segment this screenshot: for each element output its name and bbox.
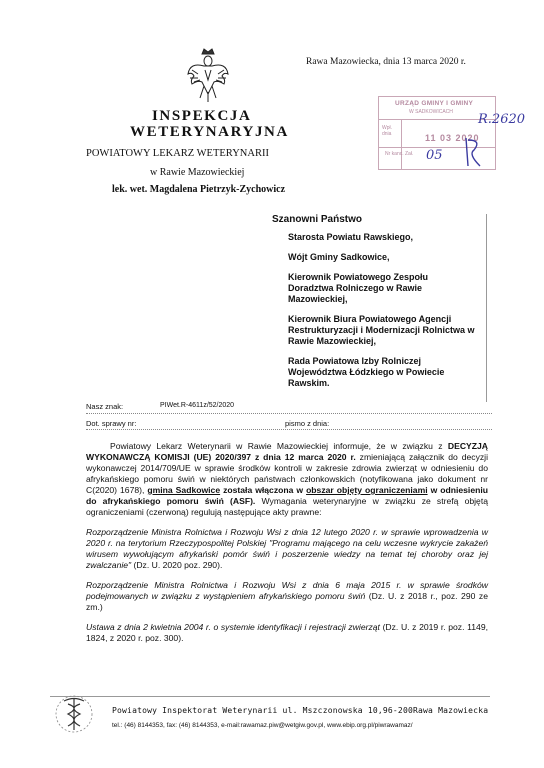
recipient: Starosta Powiatu Rawskiego, — [288, 232, 414, 242]
handwritten-mark: 05 — [426, 148, 443, 163]
title-line2: WETERYNARYJNA — [130, 124, 289, 140]
footer-contact: tel.: (46) 8144353, fax: (46) 8144353, e-mail:rawamaz.piw@wetgiw.gov.pl, www.ebip.org.pl/piwrawamaz/ — [112, 722, 413, 729]
footer-divider — [50, 696, 490, 697]
divider — [86, 429, 492, 430]
stamp-office-name: URZĄD GMINY I GMINY — [395, 100, 474, 107]
recipient: Wójt Gminy Sadkowice, — [288, 252, 390, 262]
greeting: Szanowni Państwo — [272, 214, 363, 225]
paragraph-regulation-2: Rozporządzenie Ministra Rolnictwa i Rozwoju Wsi z dnia 6 maja 2015 r. w sprawie środków podejmowanych w związku z wystąpieniem afrykańskiego pomoru świń (Dz. U. z 2018 r., poz. 290 ze zm.) — [86, 580, 488, 612]
stamp-date: 11 03 2020 — [425, 133, 480, 143]
pismo-label: pismo z dnia: — [285, 419, 330, 428]
divider — [86, 413, 492, 414]
recipient: Rada Powiatowa Izby Rolniczej Województwa Łódzkiego w Powiecie Rawskim. — [288, 356, 445, 388]
handwritten-signature — [458, 136, 488, 170]
office-city: w Rawie Mazowieckiej — [150, 167, 245, 178]
letter-body — [86, 441, 488, 653]
officer-name: lek. wet. Magdalena Pietrzyk-Zychowicz — [112, 184, 286, 195]
recipient: Kierownik Powiatowego Zespołu Doradztwa Rolniczego w Rawie Mazowieckiej, — [288, 272, 429, 304]
nasz-znak-value: PIWet.R-4611z/52/2020 — [160, 402, 235, 409]
polish-eagle-emblem — [184, 46, 232, 104]
addressee-block — [272, 214, 487, 402]
office-name: POWIATOWY LEKARZ WETERYNARII — [86, 148, 269, 159]
place-date: Rawa Mazowiecka, dnia 13 marca 2020 r. — [306, 57, 466, 67]
caduceus-logo — [54, 692, 94, 736]
footer-address: Powiatowy Inspektorat Weterynarii ul. Mszczonowska 10,96-200Rawa Mazowiecka — [112, 706, 489, 715]
nasz-znak-label: Nasz znak: — [86, 402, 124, 411]
paragraph-intro: Powiatowy Lekarz Weterynarii w Rawie Mazowieckiej informuje, że w związku z DECYZJĄ WYKONAWCZĄ KOMISJI (UE) 2020/397 z dnia 12 marca 2020 r. zmieniającą załącznik do decyzji wykonawczej 2014/709/UE w sprawie środków kontroli w zakresie zdrowia zwierząt w odniesieniu do afrykańskiego pomoru świń w niektórych państwach członkowskich (notyfikowana jako dokument nr C(2020) 1678), gmina Sadkowice została włączona w obszar objęty ograniczeniami w odniesieniu do afrykańskiego pomoru świń (ASF). Wymagania weterynaryjne w związku ze strefą objętą ograniczeniami (czerwoną) regulują następujące akty prawne: — [86, 441, 488, 517]
stamp-office-location: W SADKOWICACH — [409, 109, 453, 115]
title-line1: INSPEKCJA — [152, 108, 252, 124]
stamp-side-label: Wpł. dnia — [382, 125, 392, 137]
stamp-bottom-labels: Nr kanc. Zał. — [385, 151, 414, 157]
dot-sprawy-label: Dot. sprawy nr: — [86, 419, 137, 428]
recipient: Kierownik Biura Powiatowego Agencji Restrukturyzacji i Modernizacji Rolnictwa w Rawie Mazowieckiej, — [288, 314, 475, 346]
paragraph-act: Ustawa z dnia 2 kwietnia 2004 r. o systemie identyfikacji i rejestracji zwierząt (Dz. U. z 2019 r. poz. 1149, 1824, z 2020 r. poz. 300). — [86, 622, 488, 643]
handwritten-number: R.2620 — [478, 112, 526, 127]
paragraph-regulation-1: Rozporządzenie Ministra Rolnictwa i Rozwoju Wsi z dnia 12 lutego 2020 r. w sprawie wprowadzenia w 2020 r. na terytorium Rzeczypospolitej Polskiej "Programu mającego na celu wczesne wykrycie zakażeń wirusem wywołującym afrykański pomór świń i poszerzenie wiedzy na temat tej choroby oraz jej zwalczanie" (Dz. U. 2020 poz. 290). — [86, 527, 488, 570]
